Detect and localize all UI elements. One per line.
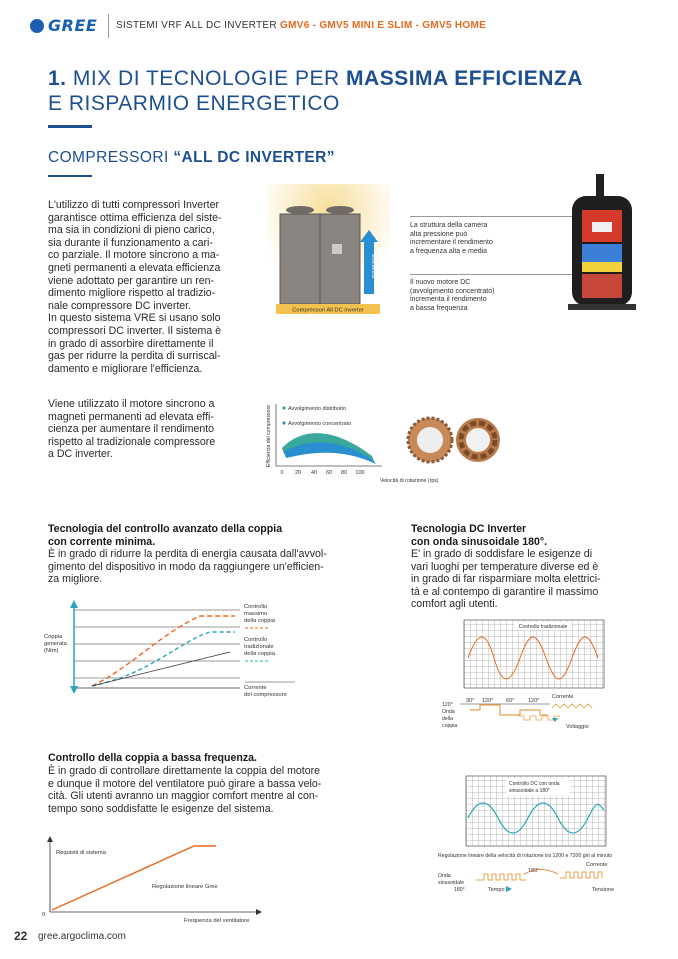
sine-line: comfort agli utenti.	[411, 598, 498, 611]
torque-heading-line: Tecnologia del controllo avanzato della coppia	[48, 523, 283, 535]
motor-paragraph	[48, 398, 258, 461]
page-number: 22	[14, 929, 28, 943]
gree-logo	[30, 16, 97, 35]
header-models: GMV6 - GMV5 MINI E SLIM - GMV5 HOME	[280, 20, 487, 31]
stator1-inner	[417, 427, 443, 453]
page-title	[48, 66, 648, 116]
dc-time-arrow-icon	[506, 886, 512, 892]
section-underline	[48, 175, 92, 177]
intro-line: ma sia in condizioni di pieno carico,	[48, 224, 215, 237]
eff-tick: 20	[294, 470, 302, 476]
eff-ylabel: Efficienza del compressore	[266, 404, 272, 468]
intro-line: gneti permanenti a elevata efficienza	[48, 261, 221, 274]
intro-paragraph	[48, 199, 258, 375]
legend1-dot-icon	[282, 406, 285, 409]
dc-voltage: Tensione	[592, 887, 615, 893]
trad-control-chart	[440, 618, 610, 736]
intro-line: in grado di assorbire direttamente il	[48, 337, 214, 350]
sine-text	[411, 548, 641, 611]
dc-control-chart	[436, 774, 650, 900]
intro-line: L'utilizzo di tutti compressori Inverter	[48, 199, 219, 211]
linear-x-arrow-icon	[256, 909, 262, 915]
label-max: Controllo	[244, 604, 268, 610]
linear-origin: 0	[42, 912, 46, 918]
intro-line: In questo sistema VRE si usano solo	[48, 312, 221, 325]
note-line: Il nuovo motore DC	[410, 279, 471, 286]
vrf-unit-figure	[268, 184, 390, 316]
label-current: Corrente	[244, 685, 267, 691]
motor-section	[582, 244, 622, 262]
dc-time: Tempo	[488, 887, 505, 893]
header-divider	[108, 14, 109, 38]
trad-current: Corrente	[552, 694, 574, 700]
intro-line: garantisce ottima efficienza del siste-	[48, 211, 222, 224]
compressor-base	[568, 304, 636, 310]
label-max: massimo	[244, 611, 268, 617]
dc-current-pulses	[560, 872, 602, 878]
lowfreq-line: È in grado di controllare direttamente la coppia del motore	[48, 765, 321, 777]
note1-leader	[410, 216, 580, 217]
section-bold: “ALL DC INVERTER”	[173, 149, 335, 166]
eff-tick: 0	[280, 470, 284, 476]
motor-line: magneti permanenti ad elevata effi-	[48, 410, 214, 423]
note-line: La struttura della camera	[410, 222, 488, 229]
title-line1-plain: MIX DI TECNOLOGIE PER	[72, 67, 340, 90]
trad-voltage: Voltaggio	[566, 724, 589, 730]
torque-chart	[40, 596, 310, 702]
sine-line: tà e al contempo di garantire il massimo	[411, 585, 599, 598]
header-prefix: SISTEMI VRF ALL DC INVERTER	[116, 20, 277, 31]
curve-max-torque	[92, 616, 235, 686]
trad-angle: 30°	[466, 698, 475, 704]
compressor-cutaway	[568, 170, 640, 318]
trad-wave-label: coppia	[442, 723, 458, 729]
dc-title: sinusoidale a 180°	[509, 788, 550, 794]
stator-photo-1	[404, 412, 504, 470]
dc-caption: Regolazione lineare della velocità di rotazione tra 1200 e 7200 giri al minuto	[438, 853, 613, 859]
eff-xlabel: Velocità di rotazione (rps)	[380, 478, 439, 484]
torque-y-arrow-down-icon	[70, 686, 78, 694]
legend1-label: Avvolgimento distribuito	[288, 406, 346, 412]
unit-panel	[332, 244, 342, 254]
torque-ylabel: generata	[44, 641, 67, 647]
sine-heading	[411, 523, 651, 548]
torque-y-arrow-icon	[70, 600, 78, 608]
linear-ylabel: Requisiti di sistema	[56, 850, 106, 856]
sine-line: in grado di far risparmiare molta elettrici-	[411, 573, 601, 586]
dc-title: Controllo DC con onda	[509, 781, 560, 787]
note-line: a frequenza alta e media	[410, 247, 488, 255]
linear-xlabel: Frequenza del ventilatore	[184, 918, 250, 924]
torque-line: gimento del dispositivo in modo da raggiungere un'efficien-	[48, 560, 324, 573]
motor-line: a DC inverter.	[48, 448, 113, 461]
legend2-dot-icon	[282, 421, 285, 424]
intro-line: nale compressore DC inverter.	[48, 299, 192, 312]
section-plain: COMPRESSORI	[48, 149, 169, 166]
gree-logo-icon	[30, 19, 44, 33]
sine-line: E' in grado di soddisfare le esigenze di	[411, 548, 593, 560]
note-high-pressure	[410, 222, 570, 256]
sine-heading-line: Tecnologia DC Inverter	[411, 523, 527, 535]
trad-wave-label: della	[442, 716, 453, 722]
dc-current: Corrente	[586, 862, 608, 868]
linear-chart	[36, 836, 272, 928]
dc-wave-label: 180°	[454, 887, 465, 893]
intro-line: compressori DC inverter. Il sistema è	[48, 324, 222, 337]
efficiency-label: Efficienza	[370, 254, 376, 278]
sine-heading-line: con onda sinusoidale 180°.	[411, 535, 548, 548]
lowfreq-heading: Controllo della coppia a bassa frequenza.	[48, 752, 257, 764]
torque-line: È in grado di ridurre la perdita di energia causata dall'avvol-	[48, 548, 327, 560]
trad-wave-label: 120°	[442, 702, 453, 708]
motor-line: cienza per aumentare il rendimento	[48, 423, 215, 436]
intro-line: co parziale. Il motore sincrono a ma-	[48, 249, 220, 262]
sine-line: vari luoghi per temperature diverse ed è	[411, 560, 599, 573]
note-line: incrementare il rendimento	[410, 239, 493, 246]
label-trad: tradizionale	[244, 644, 274, 650]
title-line1-bold: MASSIMA EFFICIENZA	[346, 67, 583, 90]
title-line2: E RISPARMIO ENERGETICO	[48, 92, 340, 115]
chamber-core	[592, 222, 612, 232]
trad-angle: 120°	[482, 698, 494, 704]
eff-tick: 80	[340, 470, 348, 476]
trad-current-wave	[552, 704, 592, 708]
note-line: alta pressione può	[410, 230, 468, 238]
linear-y-arrow-icon	[47, 836, 53, 842]
torque-ylabel: (Ntm)	[44, 648, 59, 654]
lowfreq-text	[48, 765, 388, 815]
header-subtitle	[116, 20, 486, 31]
unit-caption: Compressori All DC inverter	[292, 307, 364, 314]
label-max: della coppia	[244, 618, 275, 624]
note2-leader	[410, 274, 580, 275]
note-line: a bassa frequenza	[410, 304, 468, 312]
title-underline	[48, 125, 92, 128]
stator2-inner	[466, 428, 490, 452]
fan-right	[326, 206, 354, 214]
lowfreq-line: tempo sono soddisfatte le esigenze del sistema.	[48, 802, 274, 815]
linear-line-label: Regolazione lineare Gree	[152, 884, 218, 890]
torque-ylabel: Coppia	[44, 634, 63, 640]
label-trad: Controllo	[244, 637, 268, 643]
lowfreq-line: cità. Gli utenti avranno un maggior comfort mentre al con-	[48, 790, 319, 803]
torque-heading	[48, 523, 388, 548]
intro-line: dimento migliore rispetto al tradizio-	[48, 287, 216, 300]
section-heading	[48, 149, 335, 167]
dc-wave-label: Onda	[438, 873, 451, 879]
intro-line: sia durante il funzionamento a cari-	[48, 236, 213, 249]
title-number: 1.	[48, 67, 67, 90]
dc-sine-pulses	[476, 874, 526, 880]
torque-heading-line: con corrente minima.	[48, 535, 156, 548]
eff-tick: 60	[325, 470, 333, 476]
trad-grid	[464, 620, 604, 688]
note-line: incrementa il rendimento	[410, 296, 487, 303]
motor-line: Viene utilizzato il motore sincrono a	[48, 398, 215, 410]
eff-tick: 100	[355, 470, 365, 476]
trad-angle: 120°	[528, 698, 540, 704]
brand-name: GREE	[48, 16, 98, 35]
legend2-label: Avvolgimento concentrato	[288, 421, 352, 427]
label-current: del compressore	[244, 692, 287, 698]
winding-section	[582, 262, 622, 272]
footer-url[interactable]: gree.argoclima.com	[38, 931, 126, 942]
torque-text	[48, 548, 388, 586]
trad-angle: 60°	[506, 698, 515, 704]
trad-title: Controllo tradizionale	[518, 624, 568, 630]
label-trad: della coppia	[244, 651, 275, 657]
trad-wave-label: Onda	[442, 709, 455, 715]
note-dc-motor	[410, 279, 570, 313]
motor-line: rispetto al tradizionale compressore	[48, 435, 216, 448]
curve-current	[92, 652, 230, 686]
lower-section	[582, 274, 622, 298]
intro-line: damento e migliorare l'efficienza.	[48, 362, 203, 375]
trad-torque-wave	[470, 705, 548, 715]
torque-line: za migliore.	[48, 573, 103, 586]
dc-angle: 180°	[528, 868, 540, 874]
intro-line: gas per ridurre la perdita di surriscal-	[48, 350, 221, 363]
intro-line: viene adottato per garantire un ren-	[48, 274, 215, 287]
compressor-pipe	[596, 174, 604, 198]
dc-wave-label: sinusoidale	[438, 880, 464, 886]
eff-tick: 40	[310, 470, 318, 476]
fan-left	[286, 206, 314, 214]
lowfreq-line: e dunque il motore del ventilatore può girare a bassa velo-	[48, 777, 322, 790]
note-line: (avvolgimento concentrato)	[410, 287, 495, 295]
